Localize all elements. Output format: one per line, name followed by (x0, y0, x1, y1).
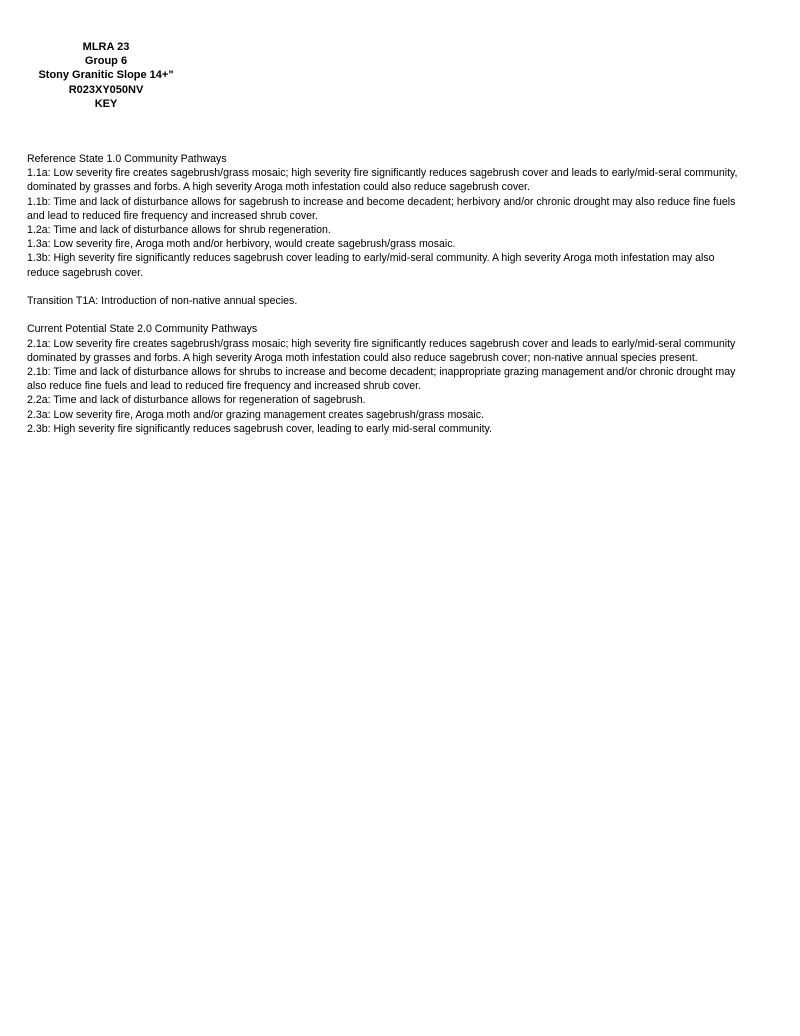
pathway-item: 1.1b: Time and lack of disturbance allows for sagebrush to increase and become decadent; herbivory and/or chronic drought may also reduce fine fuels and lead to reduced fire frequency and increased shrub cover. (27, 195, 736, 222)
header-line-site-id: R023XY050NV (68, 83, 144, 96)
section-title: Current Potential State 2.0 Community Pathways (27, 323, 258, 336)
pathway-item: 2.3b: High severity fire significantly reduces sagebrush cover, leading to early mid-seral community. (27, 422, 492, 435)
pathway-item: 1.3b: High severity fire significantly reduces sagebrush cover leading to early/mid-seral community. A high severity Aroga moth infestation may also reduce sagebrush cover. (27, 252, 715, 279)
header-line-group: Group 6 (84, 55, 128, 68)
document-body (27, 152, 747, 450)
pathway-item: 2.2a: Time and lack of disturbance allows for regeneration of sagebrush. (27, 394, 366, 407)
document-header (20, 40, 192, 111)
pathway-item: 2.1b: Time and lack of disturbance allows for shrubs to increase and become decadent; inappropriate grazing management and/or chronic drought may also reduce fine fuels and lead to reduced fire frequency and increased shrub cover. (27, 366, 736, 393)
header-line-key: KEY (94, 97, 118, 110)
section-current-potential-state (27, 322, 747, 436)
pathway-item: 2.3a: Low severity fire, Aroga moth and/or grazing management creates sagebrush/grass mosaic. (27, 408, 484, 421)
pathway-item: 1.1a: Low severity fire creates sagebrush/grass mosaic; high severity fire significantly reduces sagebrush cover and leads to early/mid-seral community, dominated by grasses and forbs. A high severity Aroga moth infestation could also reduce sagebrush cover. (27, 167, 738, 194)
section-reference-state (27, 152, 747, 280)
pathway-item: 1.3a: Low severity fire, Aroga moth and/or herbivory, would create sagebrush/grass mosaic. (27, 238, 456, 251)
header-line-mlra: MLRA 23 (82, 41, 130, 53)
pathway-item: 1.2a: Time and lack of disturbance allows for shrub regeneration. (27, 224, 331, 237)
section-title: Transition T1A: Introduction of non-native annual species. (27, 295, 298, 308)
header-line-site-name: Stony Granitic Slope 14+" (38, 69, 174, 82)
pathway-item: 2.1a: Low severity fire creates sagebrush/grass mosaic; high severity fire significantly reduces sagebrush cover and leads to early/mid-seral community dominated by grasses and forbs. A high severity Aroga moth infestation could also reduce sagebrush cover; non-native annual species present. (27, 337, 736, 364)
section-title: Reference State 1.0 Community Pathways (27, 153, 227, 165)
section-transition (27, 294, 747, 308)
